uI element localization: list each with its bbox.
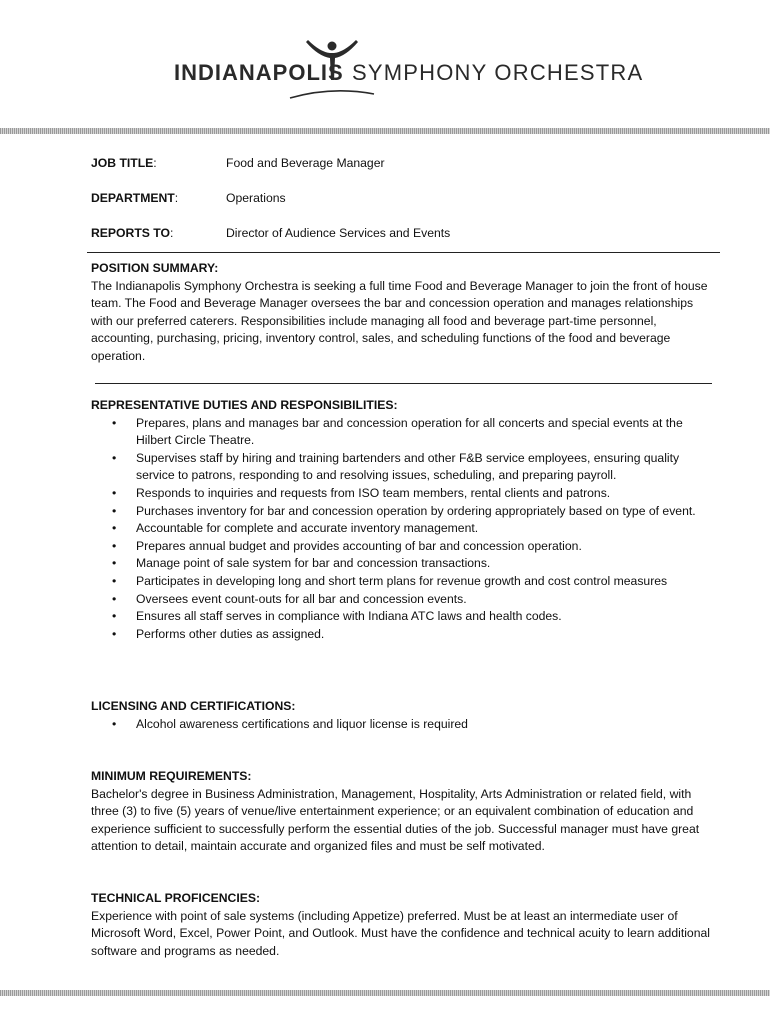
duties-section xyxy=(91,397,711,643)
list-item: • Oversees event count-outs for all bar and concession events. xyxy=(91,591,711,609)
list-item: • Supervises staff by hiring and training bartenders and other F&B service employees, ensuring quality service to patrons, responding to and resolving issues, scheduling, and preparing payroll. xyxy=(91,450,711,485)
duties-list xyxy=(91,415,711,644)
list-item: • Performs other duties as assigned. xyxy=(91,626,711,644)
list-item: • Ensures all staff serves in compliance with Indiana ATC laws and health codes. xyxy=(91,608,711,626)
list-item: • Responds to inquiries and requests from ISO team members, rental clients and patrons. xyxy=(91,485,711,503)
department-row xyxy=(91,190,286,208)
position-summary-section xyxy=(91,260,711,366)
minimum-requirements-title: MINIMUM REQUIREMENTS: xyxy=(91,769,252,783)
licensing-title: LICENSING AND CERTIFICATIONS: xyxy=(91,699,296,713)
list-item: • Manage point of sale system for bar and concession transactions. xyxy=(91,555,711,573)
job-title-value: Food and Beverage Manager xyxy=(226,156,385,170)
department-label: DEPARTMENT: xyxy=(91,191,179,205)
technical-section xyxy=(91,890,711,960)
reports-to-value: Director of Audience Services and Events xyxy=(226,226,451,240)
technical-text: Experience with point of sale systems (including Appetize) preferred. Must be at least an intermediate user of Microsoft Word, Excel, Power Point, and Outlook. Must have the confidence and technical acuity to learn additional software and programs as needed. xyxy=(91,908,710,958)
logo-wordmark-left: INDIANAPOLIS xyxy=(174,60,344,85)
list-item: • Alcohol awareness certifications and liquor license is required xyxy=(91,716,711,734)
technical-title: TECHNICAL PROFICENCIES: xyxy=(91,891,261,905)
duties-title: REPRESENTATIVE DUTIES AND RESPONSIBILITIES: xyxy=(91,398,398,412)
licensing-section xyxy=(91,698,711,733)
licensing-list xyxy=(91,716,711,734)
list-item: • Prepares, plans and manages bar and concession operation for all concerts and special events at the Hilbert Circle Theatre. xyxy=(91,415,711,450)
position-summary-text: The Indianapolis Symphony Orchestra is seeking a full time Food and Beverage Manager to join the front of house team. The Food and Beverage Manager oversees the bar and concession operation and manages relationships with our preferred caterers. Responsibilities include managing all food and beverage part-time personnel, accounting, purchasing, pricing, inventory control, sales, and scheduling functions of the food and beverage operation. xyxy=(91,278,708,363)
list-item: • Prepares annual budget and provides accounting of bar and concession operation. xyxy=(91,538,711,556)
letterhead xyxy=(0,0,770,128)
minimum-requirements-text: Bachelor's degree in Business Administration, Management, Hospitality, Arts Administration or related field, with three (3) to five (5) years of venue/live entertainment experience; or an equivalent combination of education and experience sufficient to successfully perform the essential duties of the job. Successful manager must have great attention to detail, maintain accurate and organized files and must be self motivated. xyxy=(91,786,700,854)
logo-wordmark-right: SYMPHONY ORCHESTRA xyxy=(352,60,644,85)
reports-to-row xyxy=(91,225,450,243)
minimum-requirements-section xyxy=(91,768,711,856)
divider-line xyxy=(95,383,712,384)
list-item: • Participates in developing long and short term plans for revenue growth and cost control measures xyxy=(91,573,711,591)
job-title-row xyxy=(91,155,385,173)
job-title-label: JOB TITLE: xyxy=(91,156,157,170)
divider-line xyxy=(87,252,720,253)
department-value: Operations xyxy=(226,191,286,205)
list-item: • Purchases inventory for bar and concession operation by ordering appropriately based on type of event. xyxy=(91,503,711,521)
header-divider xyxy=(0,128,770,134)
list-item: • Accountable for complete and accurate inventory management. xyxy=(91,520,711,538)
position-summary-title: POSITION SUMMARY: xyxy=(91,261,219,275)
footer-divider xyxy=(0,990,770,996)
reports-to-label: REPORTS TO: xyxy=(91,226,174,240)
